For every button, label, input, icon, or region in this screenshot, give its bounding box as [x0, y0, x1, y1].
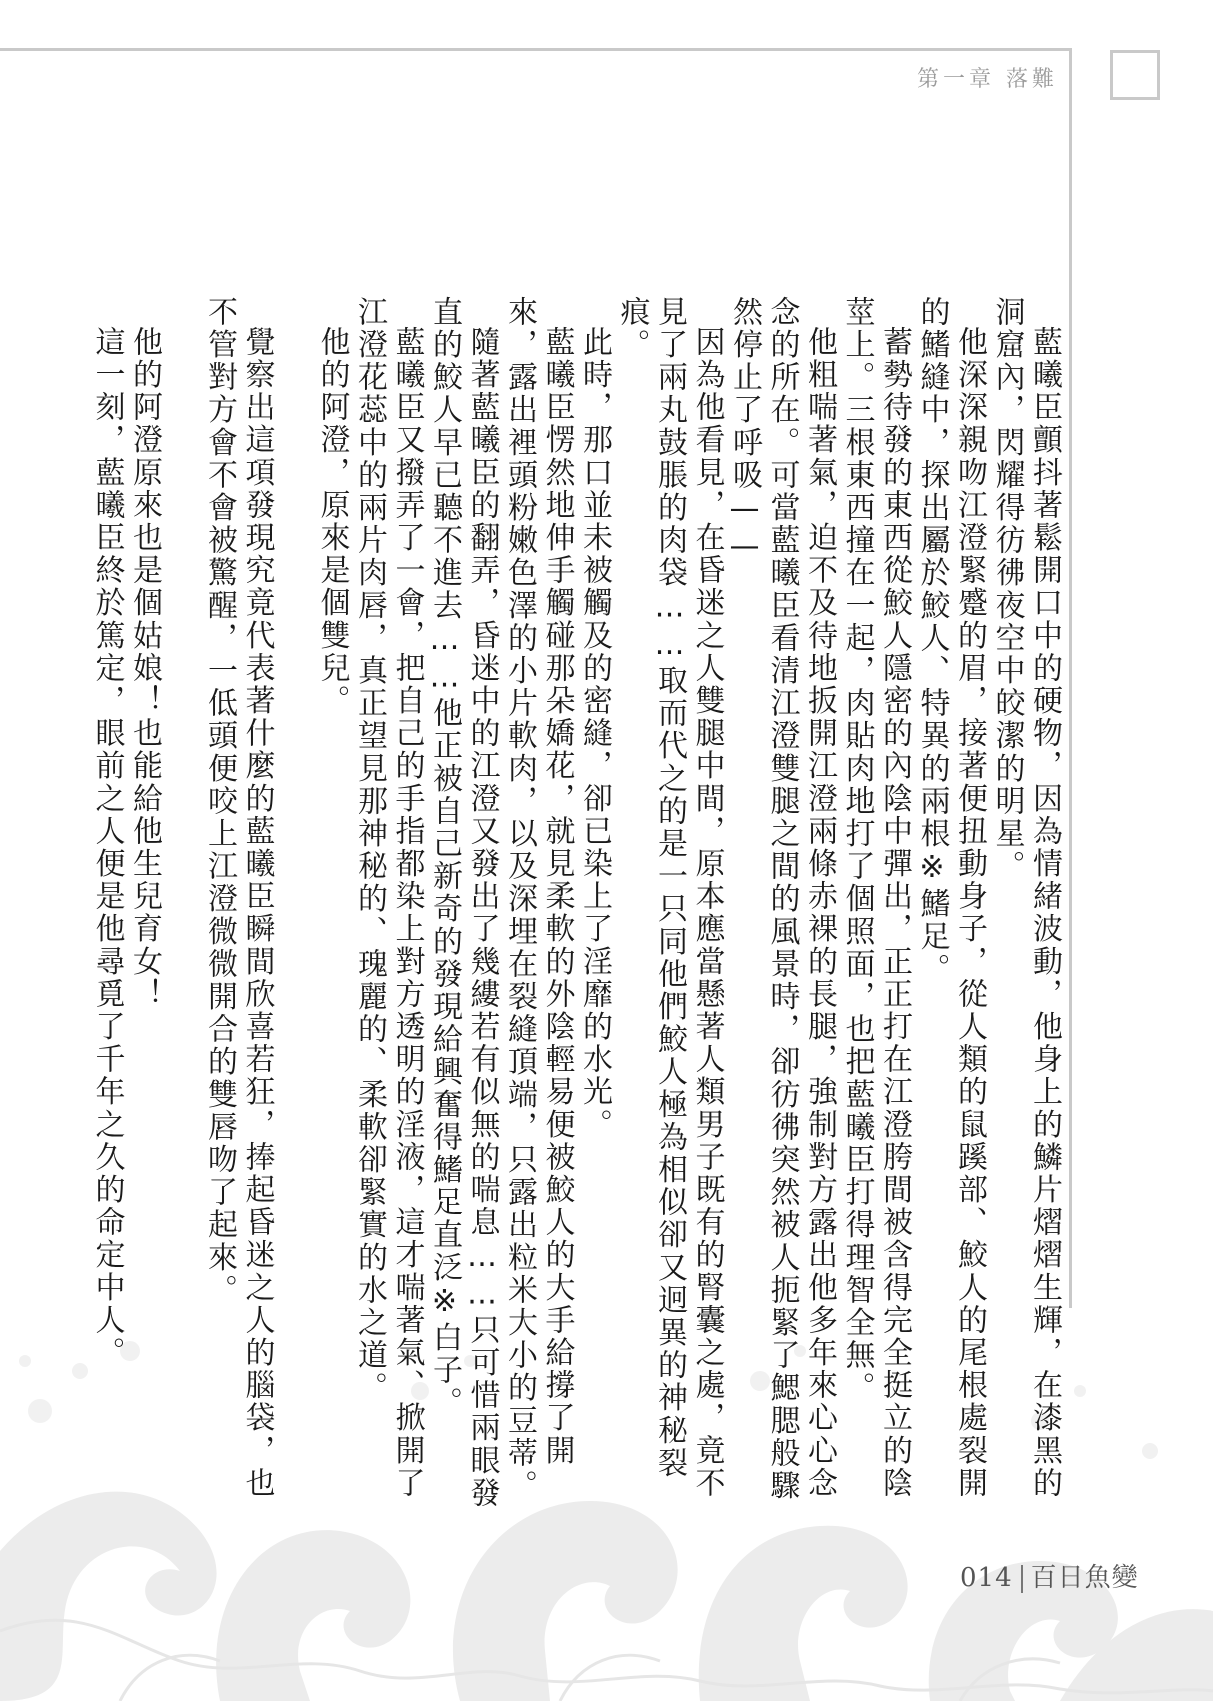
paragraph: 他粗喘著氣，迫不及待地扳開江澄兩條赤裸的長腿，強制對方露出他多年來心心念念的所在。可當藍曦臣看清江澄雙腿之間的風景時，卻彷彿突然被人扼緊了鰓腮般驟然停止了呼吸——: [727, 296, 837, 1503]
paragraph: 因為他看見，在昏迷之人雙腿中間，原本應當懸著人類男子既有的腎囊之處，竟不見了兩丸鼓脹的肉袋……取而代之的是一只同他們鮫人極為相似卻又迥異的神秘裂痕。: [614, 296, 725, 1500]
body-text: [53, 296, 1063, 1516]
frame-right-line: [1069, 48, 1072, 1308]
paragraph: 蓄勢待發的東西從鮫人隱密的內陰中彈出，正正打在江澄胯間被含得完全挺立的陰莖上。三根東西撞在一起，肉貼肉地打了個照面，也把藍曦臣打得理智全無。: [839, 296, 912, 1500]
frame-top-line: [0, 48, 1072, 51]
corner-ornament: [1110, 50, 1160, 100]
paragraph: 覺察出這項發現究竟代表著什麼的藍曦臣瞬間欣喜若狂，捧起昏迷之人的腦袋，也不管對方會不會被驚醒，一低頭便咬上江澄微微開合的雙唇吻了起來。: [202, 296, 275, 1500]
paragraph: 藍曦臣愣然地伸手觸碰那朵嬌花，就見柔軟的外陰輕易便被鮫人的大手給撐了開來，露出裡頭粉嫩色澤的小片軟肉，以及深埋在裂縫頂端，只露出粒米大小的豆蒂。: [502, 296, 575, 1503]
paragraph: 藍曦臣又撥弄了一會，把自己的手指都染上對方透明的淫液，這才喘著氣、掀開了江澄花蕊中的兩片肉唇，真正望見那神秘的、瑰麗的、柔軟卻緊實的水之道。: [352, 296, 425, 1500]
paragraph: 藍曦臣顫抖著鬆開口中的硬物，因為情緒波動，他身上的鱗片熠熠生輝，在漆黑的洞窟內，閃耀得彷彿夜空中皎潔的明星。: [989, 296, 1062, 1500]
page-footer: [960, 1557, 1139, 1594]
footer-separator: [1021, 1565, 1023, 1593]
book-title: 百日魚變: [1030, 1563, 1139, 1593]
paragraph: 他深深親吻江澄緊蹙的眉，接著便扭動身子，從人類的鼠蹊部、鮫人的尾根處裂開的鰭縫中，探出屬於鮫人、特異的兩根※鰭足。: [914, 296, 987, 1500]
paragraph: 他的阿澄原來也是個姑娘！也能給他生兒育女！: [127, 326, 162, 1011]
page-number: 014: [960, 1563, 1013, 1593]
paragraph: 隨著藍曦臣的翻弄，昏迷中的江澄又發出了幾縷若有似無的喘息……只可惜兩眼發直的鮫人早已聽不進去……他正被自己新奇的發現給興奮得鰭足直泛※白子。: [427, 296, 500, 1510]
paragraph: 這一刻，藍曦臣終於篤定，眼前之人便是他尋覓了千年之久的命定中人。: [89, 326, 125, 1370]
chapter-header: 第一章 落難: [917, 67, 1058, 92]
paragraph: 此時，那口並未被觸及的密縫，卻已染上了淫靡的水光。: [577, 326, 612, 1141]
paragraph: 他的阿澄，原來是個雙兒。: [314, 326, 350, 718]
